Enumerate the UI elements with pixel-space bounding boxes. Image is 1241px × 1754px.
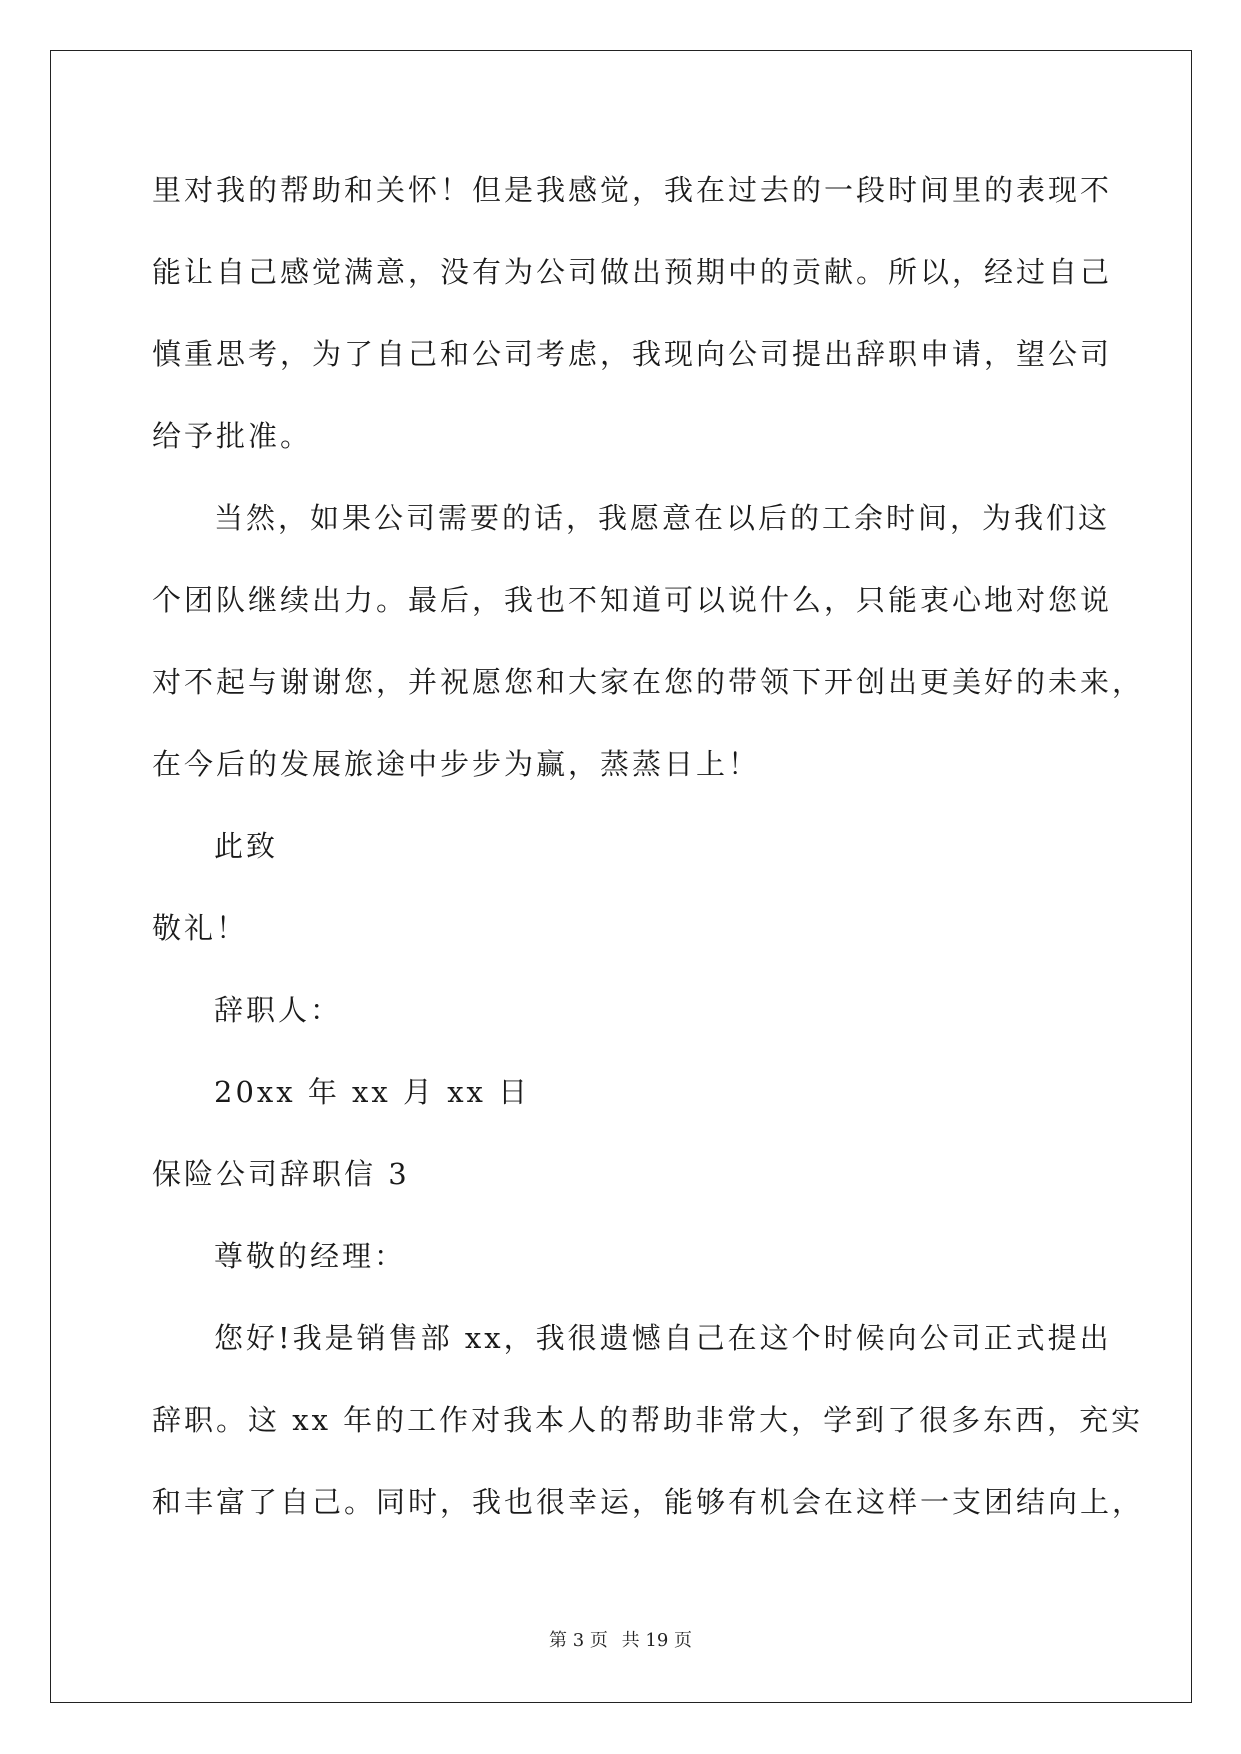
paragraph-line: 辞职。这 xx 年的工作对我本人的帮助非常大，学到了很多东西，充实: [152, 1403, 1144, 1437]
closing-regards: 敬礼！: [152, 911, 249, 945]
signature-label: 辞职人：: [214, 993, 343, 1027]
paragraph-line: 能让自己感觉满意，没有为公司做出预期中的贡献。所以，经过自己: [152, 255, 1113, 289]
paragraph-line: 给予批准。: [152, 419, 313, 453]
page-total: 共 19 页: [621, 1630, 692, 1651]
date-line: 20xx 年 xx 月 xx 日: [214, 1075, 531, 1109]
page-footer: [0, 1630, 1241, 1652]
page-number: 第 3 页: [549, 1630, 608, 1651]
paragraph-line: 和丰富了自己。同时，我也很幸运，能够有机会在这样一支团结向上，: [152, 1485, 1145, 1519]
paragraph-line: 对不起与谢谢您，并祝愿您和大家在您的带领下开创出更美好的未来，: [152, 665, 1145, 699]
paragraph-line: 您好!我是销售部 xx，我很遗憾自己在这个时候向公司正式提出: [214, 1321, 1112, 1355]
paragraph-line: 在今后的发展旅途中步步为赢，蒸蒸日上！: [152, 747, 761, 781]
paragraph-line: 个团队继续出力。最后，我也不知道可以说什么，只能衷心地对您说: [152, 583, 1113, 617]
section-title: 保险公司辞职信 3: [152, 1157, 410, 1191]
paragraph-line: 里对我的帮助和关怀！但是我感觉，我在过去的一段时间里的表现不: [152, 173, 1113, 207]
page-border: [50, 50, 1192, 1703]
paragraph-line: 慎重思考，为了自己和公司考虑，我现向公司提出辞职申请，望公司: [152, 337, 1113, 371]
closing-salutation: 此致: [214, 829, 279, 863]
greeting: 尊敬的经理：: [214, 1239, 407, 1273]
paragraph-line: 当然，如果公司需要的话，我愿意在以后的工余时间，为我们这: [214, 501, 1111, 535]
